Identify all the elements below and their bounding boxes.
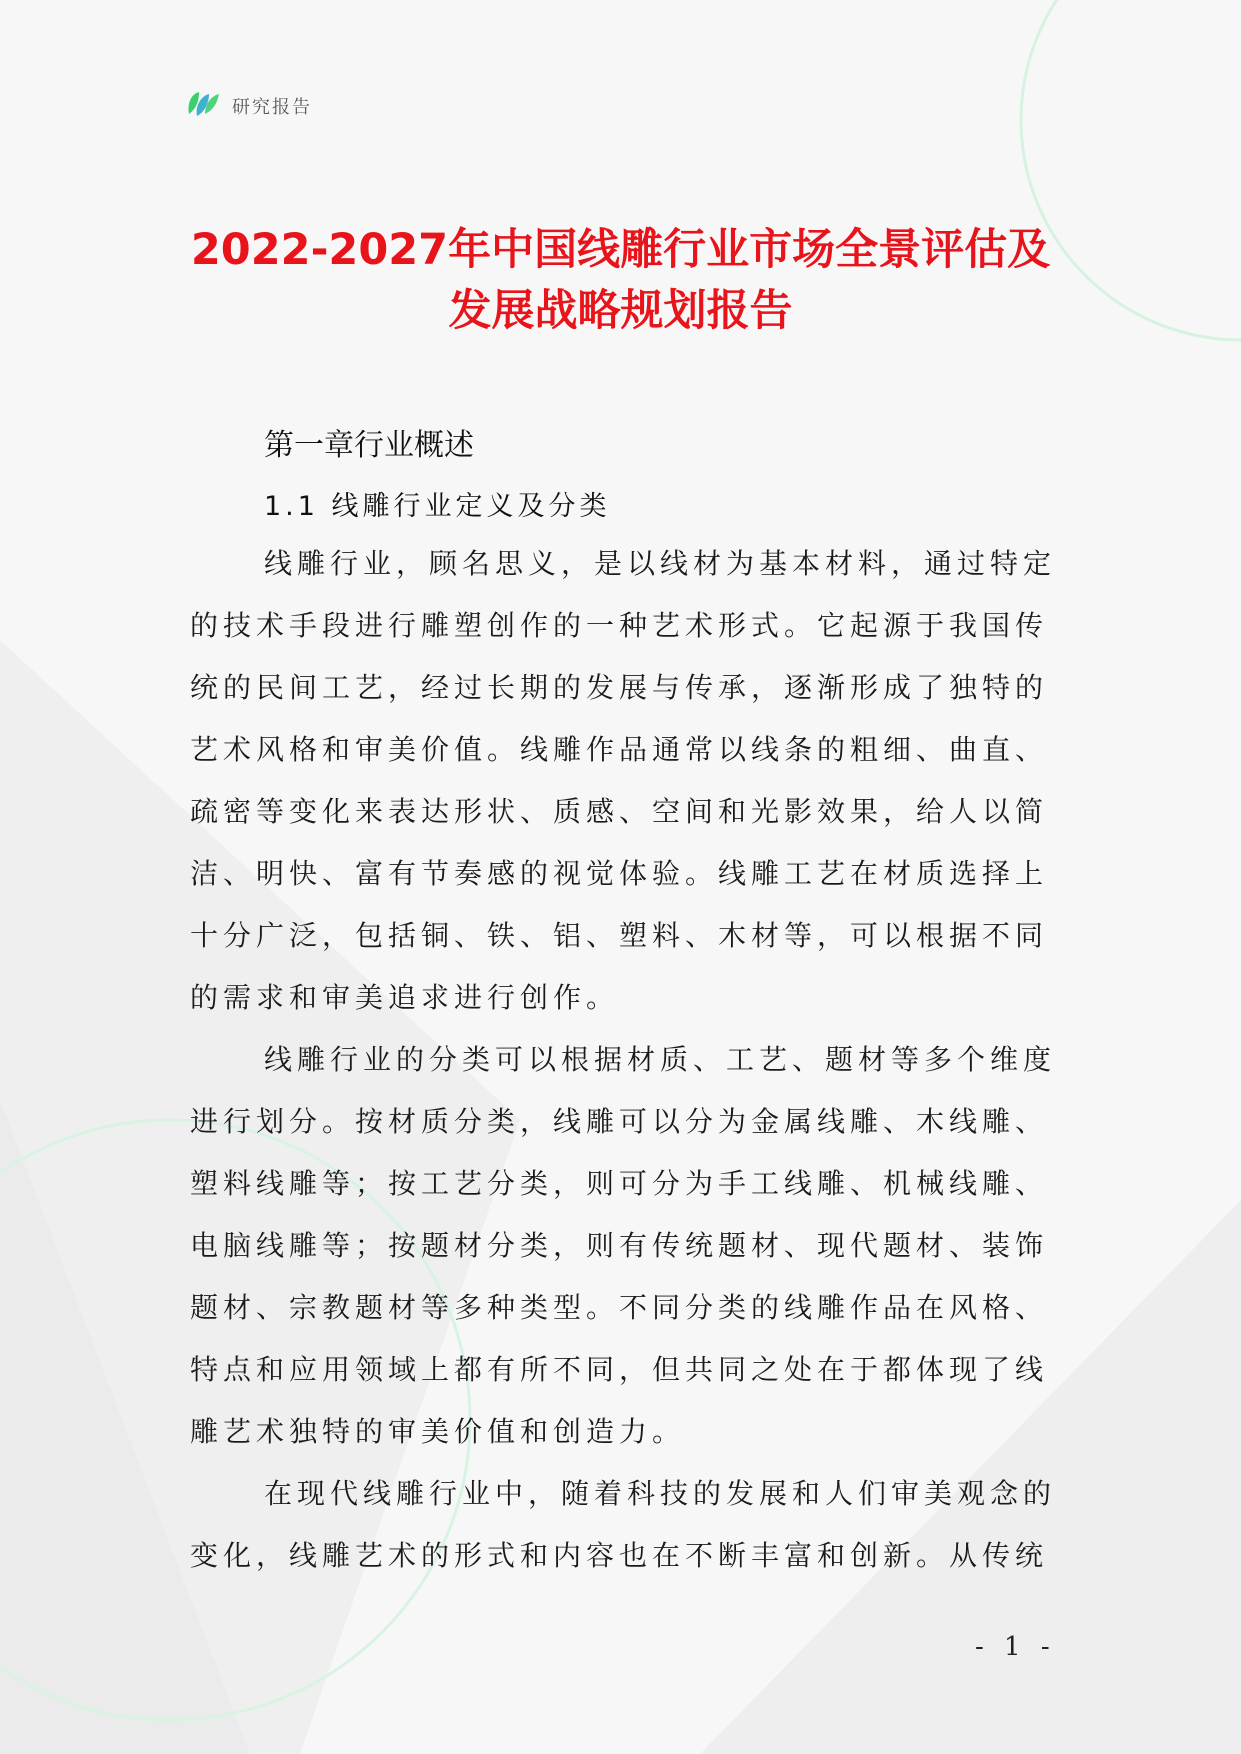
chapter-heading: 第一章行业概述 <box>264 428 474 463</box>
paragraph-1-line-3: 统的民间工艺，经过长期的发展与传承，逐渐形成了独特的 <box>190 671 1049 704</box>
paragraph-2-line-7: 雕艺术独特的审美价值和创造力。 <box>190 1415 686 1448</box>
paragraph-1-line-8: 的需求和审美追求进行创作。 <box>190 981 620 1014</box>
header-label: 研究报告 <box>232 97 312 118</box>
paragraph-2-line-3: 塑料线雕等；按工艺分类，则可分为手工线雕、机械线雕、 <box>190 1167 1049 1200</box>
logo-icon <box>185 88 223 120</box>
paragraph-1-line-1: 线雕行业，顾名思义，是以线材为基本材料，通过特定 <box>264 547 1057 580</box>
report-title-line-2: 发展战略规划报告 <box>448 286 793 336</box>
paragraph-2-line-1: 线雕行业的分类可以根据材质、工艺、题材等多个维度 <box>264 1043 1057 1076</box>
paragraph-3-line-2: 变化，线雕艺术的形式和内容也在不断丰富和创新。从传统 <box>190 1539 1049 1572</box>
paragraph-1-line-2: 的技术手段进行雕塑创作的一种艺术形式。它起源于我国传 <box>190 609 1049 642</box>
paragraph-2-line-6: 特点和应用领域上都有所不同，但共同之处在于都体现了线 <box>190 1353 1049 1386</box>
paragraph-1-line-6: 洁、明快、富有节奏感的视觉体验。线雕工艺在材质选择上 <box>190 857 1049 890</box>
paragraph-2-line-4: 电脑线雕等；按题材分类，则有传统题材、现代题材、装饰 <box>190 1229 1049 1262</box>
paragraph-1-line-4: 艺术风格和审美价值。线雕作品通常以线条的粗细、曲直、 <box>190 733 1049 766</box>
paragraph-2-line-5: 题材、宗教题材等多种类型。不同分类的线雕作品在风格、 <box>190 1291 1049 1324</box>
report-title-line-1: 2022-2027年中国线雕行业市场全景评估及 <box>190 225 1051 275</box>
page-number: - 1 - <box>975 1632 1056 1662</box>
paragraph-3-line-1: 在现代线雕行业中，随着科技的发展和人们审美观念的 <box>264 1477 1057 1510</box>
paragraph-1-line-7: 十分广泛，包括铜、铁、铝、塑料、木材等，可以根据不同 <box>190 919 1049 952</box>
paragraph-2-line-2: 进行划分。按材质分类，线雕可以分为金属线雕、木线雕、 <box>190 1105 1049 1138</box>
paragraph-1-line-5: 疏密等变化来表达形状、质感、空间和光影效果，给人以简 <box>190 795 1049 828</box>
section-heading: 1.1 线雕行业定义及分类 <box>264 491 611 522</box>
